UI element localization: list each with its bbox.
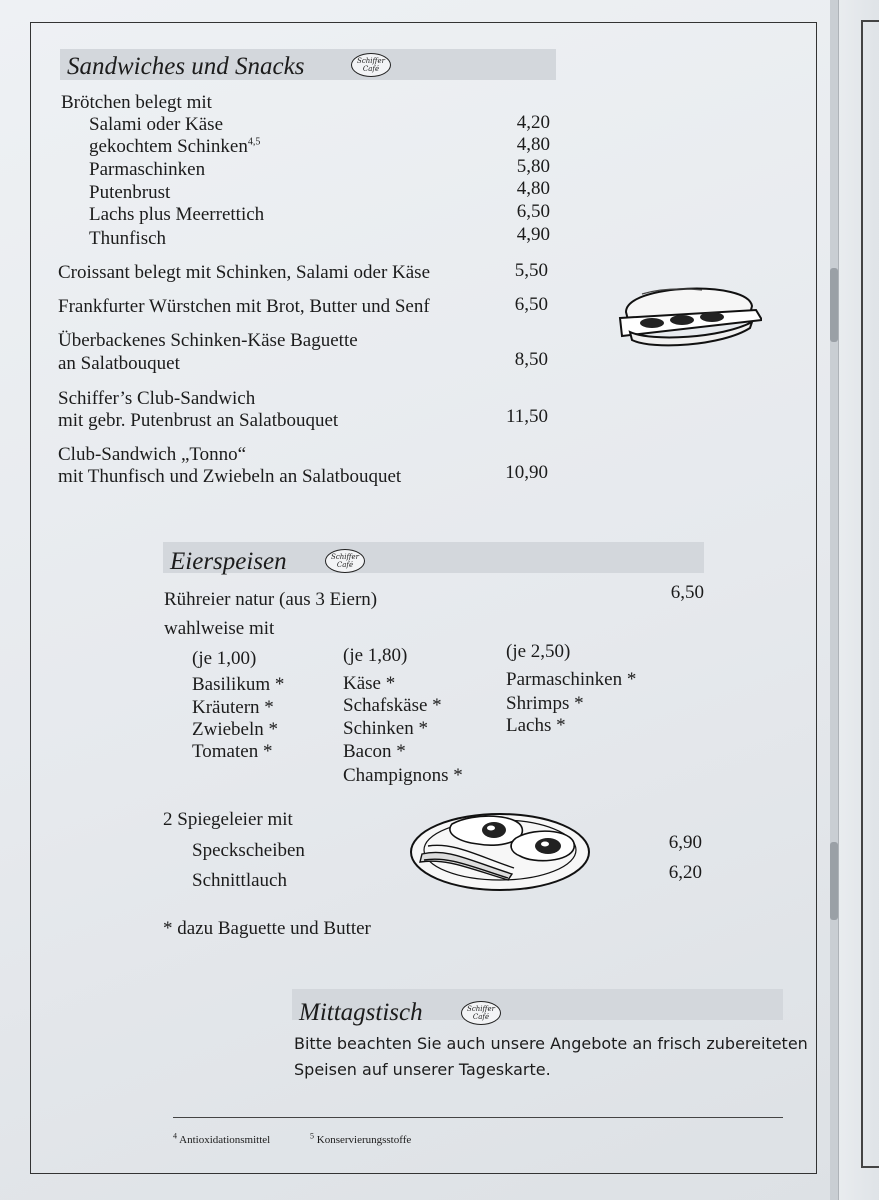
footnote-superscript: 4,5 [247, 136, 261, 148]
menu-item-price: 6,20 [668, 862, 702, 883]
menu-item-name-text: gekochtem Schinken [89, 136, 248, 157]
adjacent-page-edge [838, 0, 879, 1200]
menu-item-name: Parmaschinken [89, 159, 206, 180]
option-item: Basilikum * [192, 674, 285, 695]
menu-item-name: Schnittlauch [192, 870, 287, 891]
footnote-text: Antioxidationsmittel [179, 1134, 271, 1146]
menu-item-description: mit Thunfisch und Zwiebeln an Salatbouquet [58, 466, 402, 487]
schiffer-cafe-logo [351, 53, 391, 77]
schiffer-cafe-logo [461, 1001, 501, 1025]
mittag-text-line2: Speisen auf unserer Tageskarte. [294, 1060, 551, 1079]
logo-text-line2: Café [336, 561, 354, 569]
footnote-rule [173, 1117, 783, 1118]
menu-item-name: Überbackenes Schinken-Käse Baguette [58, 330, 358, 351]
menu-item-name [89, 136, 260, 158]
menu-item-description: an Salatbouquet [58, 353, 180, 374]
menu-item-name: Croissant belegt mit Schinken, Salami oder Käse [58, 262, 431, 283]
menu-item-name: Lachs plus Meerrettich [89, 204, 265, 225]
footnote-mark: 4 [173, 1131, 177, 1141]
logo-text-line2: Café [362, 65, 380, 73]
fried-eggs-illustration [408, 810, 592, 894]
menu-item-name: Thunfisch [89, 228, 167, 249]
menu-item-price: 6,50 [516, 201, 550, 222]
sandwich-illustration [612, 276, 762, 356]
adjacent-page-frame [861, 20, 863, 1168]
option-item: Shrimps * [506, 693, 584, 714]
option-item: Schafskäse * [343, 695, 442, 716]
logo-text-line1: Schiffer [467, 1005, 495, 1013]
menu-item-price: 4,20 [516, 112, 550, 133]
option-item: Lachs * [506, 715, 566, 736]
menu-item-description: mit gebr. Putenbrust an Salatbouquet [58, 410, 339, 431]
logo-text-line1: Schiffer [331, 553, 359, 561]
option-item: Kräutern * [192, 697, 274, 718]
menu-item-price: 6,50 [670, 582, 704, 603]
eier-note: * dazu Baguette und Butter [163, 918, 371, 939]
menu-item-price: 6,90 [668, 832, 702, 853]
menu-item-price: 5,50 [514, 260, 548, 281]
menu-item-name: Club-Sandwich „Tonno“ [58, 444, 247, 465]
menu-item-name: Salami oder Käse [89, 114, 224, 135]
menu-item-name: Schiffer’s Club-Sandwich [58, 388, 256, 409]
adjacent-page-frame [861, 20, 879, 22]
mittag-title: Mittagstisch [299, 999, 423, 1026]
logo-text-line1: Schiffer [357, 57, 385, 65]
menu-item-price: 11,50 [505, 406, 548, 427]
broetchen-heading: Brötchen belegt mit [61, 92, 212, 113]
menu-item-price: 6,50 [514, 294, 548, 315]
footnote-mark: 5 [310, 1131, 314, 1141]
spiegel-heading: 2 Spiegeleier mit [163, 809, 293, 830]
sandwiches-title: Sandwiches und Snacks [67, 53, 305, 80]
menu-item-name: Frankfurter Würstchen mit Brot, Butter und Senf [58, 296, 430, 317]
option-item: Champignons * [343, 765, 463, 786]
option-item: Schinken * [343, 718, 428, 739]
binding-staple [830, 842, 838, 920]
footnote-4 [173, 1133, 270, 1147]
menu-item-name: Putenbrust [89, 182, 171, 203]
eier-title: Eierspeisen [170, 548, 287, 575]
menu-item-price: 4,80 [516, 178, 550, 199]
menu-item-price: 8,50 [514, 349, 548, 370]
schiffer-cafe-logo [325, 549, 365, 573]
option-group-header: (je 1,80) [343, 645, 408, 666]
binding-staple [830, 268, 838, 342]
option-item: Zwiebeln * [192, 719, 279, 740]
menu-item-name: Speckscheiben [192, 840, 305, 861]
menu-item-price: 4,80 [516, 134, 550, 155]
menu-item-price: 4,90 [516, 224, 550, 245]
menu-item-price: 5,80 [516, 156, 550, 177]
menu-item-name: Rühreier natur (aus 3 Eiern) [164, 589, 378, 610]
mittag-text-line1: Bitte beachten Sie auch unsere Angebote an frisch zubereiteten [294, 1034, 808, 1053]
wahlweise-label: wahlweise mit [164, 618, 275, 639]
logo-text-line2: Café [472, 1013, 490, 1021]
option-group-header: (je 1,00) [192, 648, 257, 669]
option-item: Käse * [343, 673, 396, 694]
adjacent-page-frame [861, 1166, 879, 1168]
option-item: Bacon * [343, 741, 406, 762]
menu-item-price: 10,90 [505, 462, 548, 483]
footnote-text: Konservierungsstoffe [316, 1134, 412, 1146]
option-item: Parmaschinken * [506, 669, 637, 690]
option-item: Tomaten * [192, 741, 273, 762]
option-group-header: (je 2,50) [506, 641, 571, 662]
footnote-5 [310, 1133, 411, 1147]
